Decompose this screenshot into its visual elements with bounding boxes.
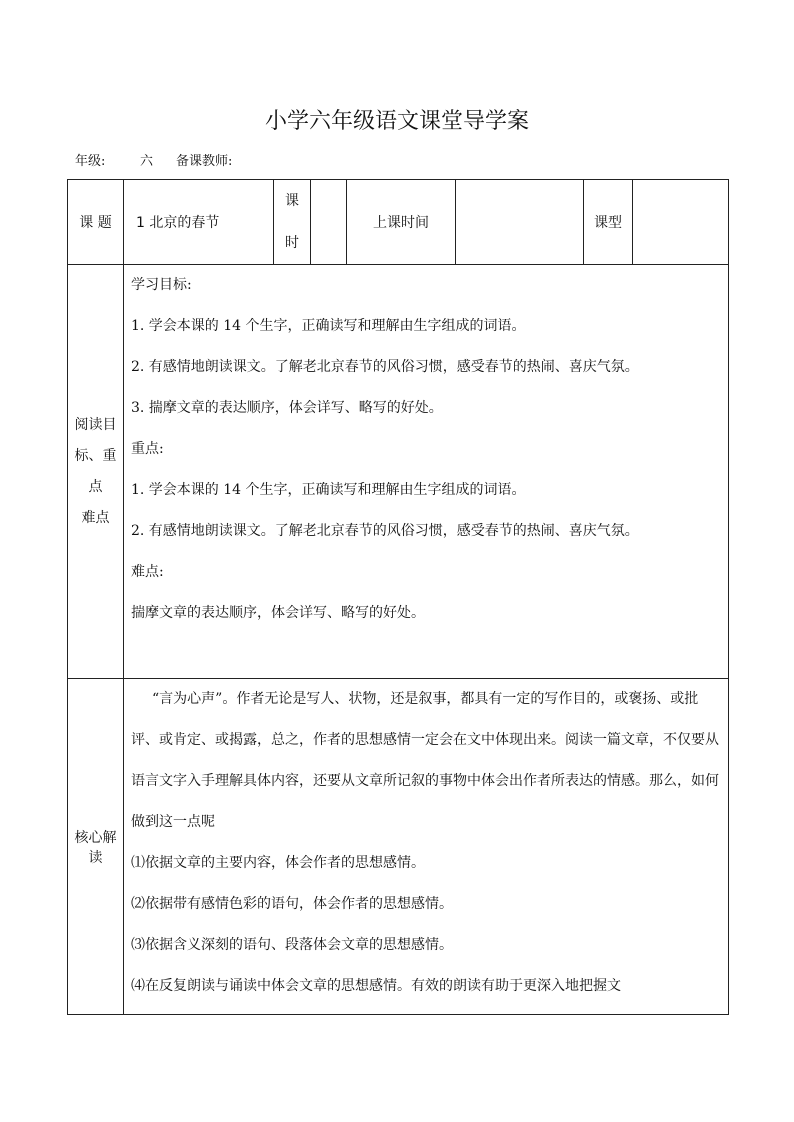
period-value-cell — [311, 180, 347, 265]
goals-content — [124, 265, 729, 679]
goals-label-line: 标、重点 — [74, 447, 117, 495]
difficulty-heading: 难点: — [131, 564, 164, 580]
goals-label-line: 难点 — [81, 509, 110, 526]
goal-item: 1. 学会本课的 14 个生字，正确读写和理解由生字组成的词语。 — [131, 318, 526, 334]
key-points-heading: 重点: — [131, 441, 164, 457]
key-point-item: 1. 学会本课的 14 个生字，正确读写和理解由生字组成的词语。 — [131, 482, 526, 498]
core-point: ⑵依据带有感情色彩的语句，体会作者的思想感情。 — [131, 896, 453, 912]
core-point: ⑴依据文章的主要内容，体会作者的思想感情。 — [131, 855, 425, 871]
goal-item: 3. 揣摩文章的表达顺序，体会详写、略写的好处。 — [131, 400, 443, 416]
core-row — [68, 679, 729, 1015]
core-label: 核心解读 — [68, 679, 124, 1015]
goal-item: 2. 有感情地朗读课文。了解老北京春节的风俗习惯，感受春节的热闹、喜庆气氛。 — [131, 359, 639, 375]
lesson-name: 1 北京的春节 — [124, 180, 274, 265]
core-point: ⑷在反复朗读与诵读中体会文章的思想感情。有效的朗读有助于更深入地把握文 — [131, 978, 621, 994]
core-point: ⑶依据含义深刻的语句、段落体会文章的思想感情。 — [131, 937, 453, 953]
goals-label-line: 阅读目 — [74, 416, 117, 433]
goals-row — [68, 265, 729, 679]
page-title: 小学六年级语文课堂导学案 — [264, 109, 529, 134]
period-label-char-1: 课 — [285, 193, 299, 209]
period-label-char-2: 时 — [285, 235, 299, 251]
type-value-cell — [633, 180, 729, 265]
goals-label-cell — [68, 265, 124, 679]
table-header-row — [68, 180, 729, 265]
core-content — [124, 679, 729, 1015]
lesson-plan-table — [67, 179, 729, 1015]
grade-label: 年级: — [75, 154, 106, 169]
class-time-value-cell — [456, 180, 584, 265]
core-intro-paragraph: “言为心声”。作者无论是写人、状物，还是叙事，都具有一定的写作目的，或褒扬、或批评、或肯定、或揭露，总之，作者的思想感情一定会在文中体现出来。阅读一篇文章，不仅要从语言文字入手理解具体内容，还要从文章所记叙的事物中体会出作者所表达的情感。那么，如何做到这一点呢 — [131, 691, 719, 830]
period-label — [274, 180, 311, 265]
key-point-item: 2. 有感情地朗读课文。了解老北京春节的风俗习惯，感受春节的热闹、喜庆气氛。 — [131, 523, 639, 539]
teacher-label: 备课教师: — [176, 154, 233, 169]
goals-heading: 学习目标: — [131, 277, 192, 293]
difficulty-item: 揣摩文章的表达顺序，体会详写、略写的好处。 — [131, 605, 425, 621]
class-time-label: 上课时间 — [347, 180, 456, 265]
grade-value: 六 — [140, 154, 154, 169]
type-label: 课型 — [584, 180, 633, 265]
lesson-label: 课 题 — [68, 180, 124, 265]
